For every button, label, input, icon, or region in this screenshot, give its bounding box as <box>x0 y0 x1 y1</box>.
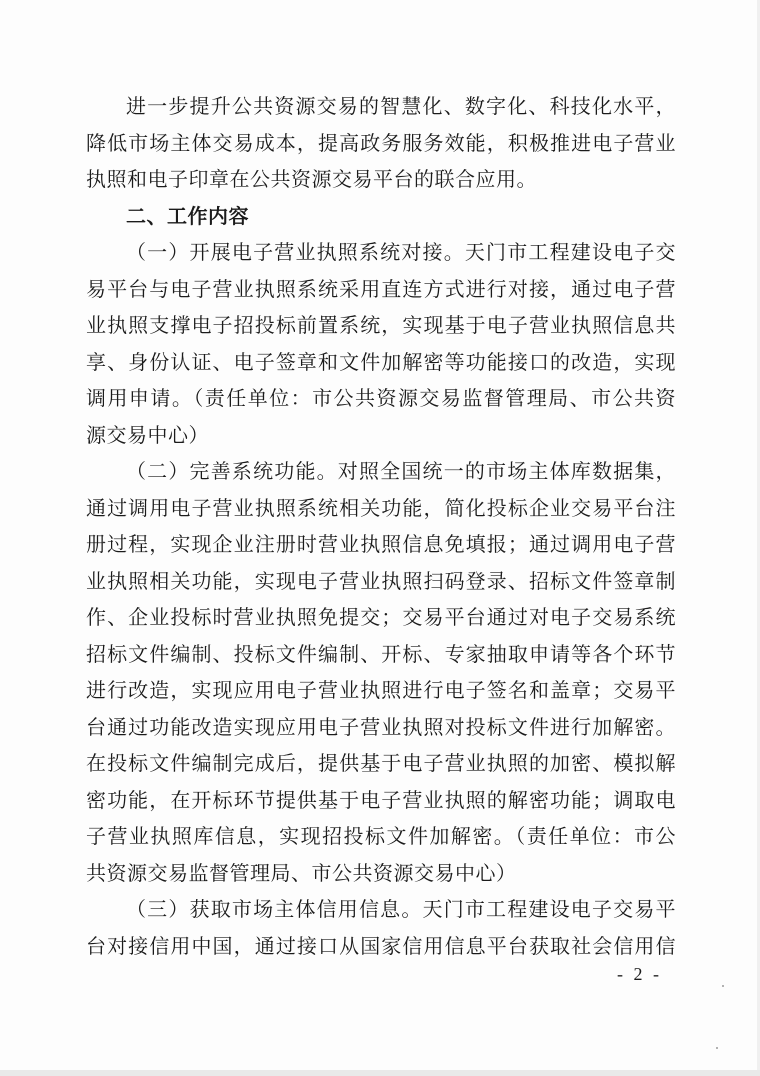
text-line: 进一步提升公共资源交易的智慧化、数字化、科技化水平， <box>126 94 676 118</box>
text-line: 执照和电子印章在公共资源交易平台的联合应用。 <box>86 167 537 191</box>
text-line: 共资源交易监督管理局、市公共资源交易中心） <box>86 860 517 885</box>
subsection-heading-line: （二）完善系统功能。对照全国统一的市场主体库数据集， <box>126 459 676 483</box>
page-edge-bottom <box>0 1070 760 1076</box>
page-number: - 2 - <box>617 964 662 984</box>
text-line: 降低市场主体交易成本，提高政务服务效能，积极推进电子营业 <box>86 130 676 155</box>
text-line: 册过程，实现企业注册时营业执照信息免填报；通过调用电子营 <box>86 532 676 556</box>
subsection-heading-line: （三）获取市场主体信用信息。天门市工程建设电子交易平 <box>126 897 676 921</box>
text-line: 调用申请。（责任单位：市公共资源交易监督管理局、市公共资 <box>86 386 676 410</box>
text-line: 密功能，在开标环节提供基于电子营业执照的解密功能；调取电 <box>86 787 676 812</box>
text-line: 在投标文件编制完成后，提供基于电子营业执照的加密、模拟解 <box>86 751 676 775</box>
scan-speck <box>716 1047 718 1049</box>
scan-speck <box>722 985 724 987</box>
text-line: 台对接信用中国，通过接口从国家信用信息平台获取社会信用信 <box>86 933 676 958</box>
text-line: 业执照相关功能，实现电子营业执照扫码登录、招标文件签章制 <box>86 568 676 593</box>
text-line: 招标文件编制、投标文件编制、开标、专家抽取申请等各个环节 <box>86 641 676 666</box>
text-line: 易平台与电子营业执照系统采用直连方式进行对接，通过电子营 <box>86 276 676 301</box>
document-body <box>86 88 676 964</box>
text-line: 业执照支撑电子招投标前置系统，实现基于电子营业执照信息共 <box>86 313 676 337</box>
text-line: 台通过功能改造实现应用电子营业执照对投标文件进行加解密。 <box>86 714 676 739</box>
text-line: 进行改造，实现应用电子营业执照进行电子签名和盖章；交易平 <box>86 678 676 702</box>
text-line: 子营业执照库信息，实现招投标文件加解密。（责任单位：市公 <box>86 824 676 848</box>
text-line: 作、企业投标时营业执照免提交；交易平台通过对电子交易系统 <box>86 605 676 629</box>
text-line: 通过调用电子营业执照系统相关功能，简化投标企业交易平台注 <box>86 495 676 520</box>
subsection-heading-line: （一）开展电子营业执照系统对接。天门市工程建设电子交 <box>126 240 676 264</box>
text-line: 享、身份认证、电子签章和文件加解密等功能接口的改造，实现 <box>86 349 676 374</box>
text-line: 源交易中心） <box>86 422 209 447</box>
section-heading: 二、工作内容 <box>126 203 249 228</box>
